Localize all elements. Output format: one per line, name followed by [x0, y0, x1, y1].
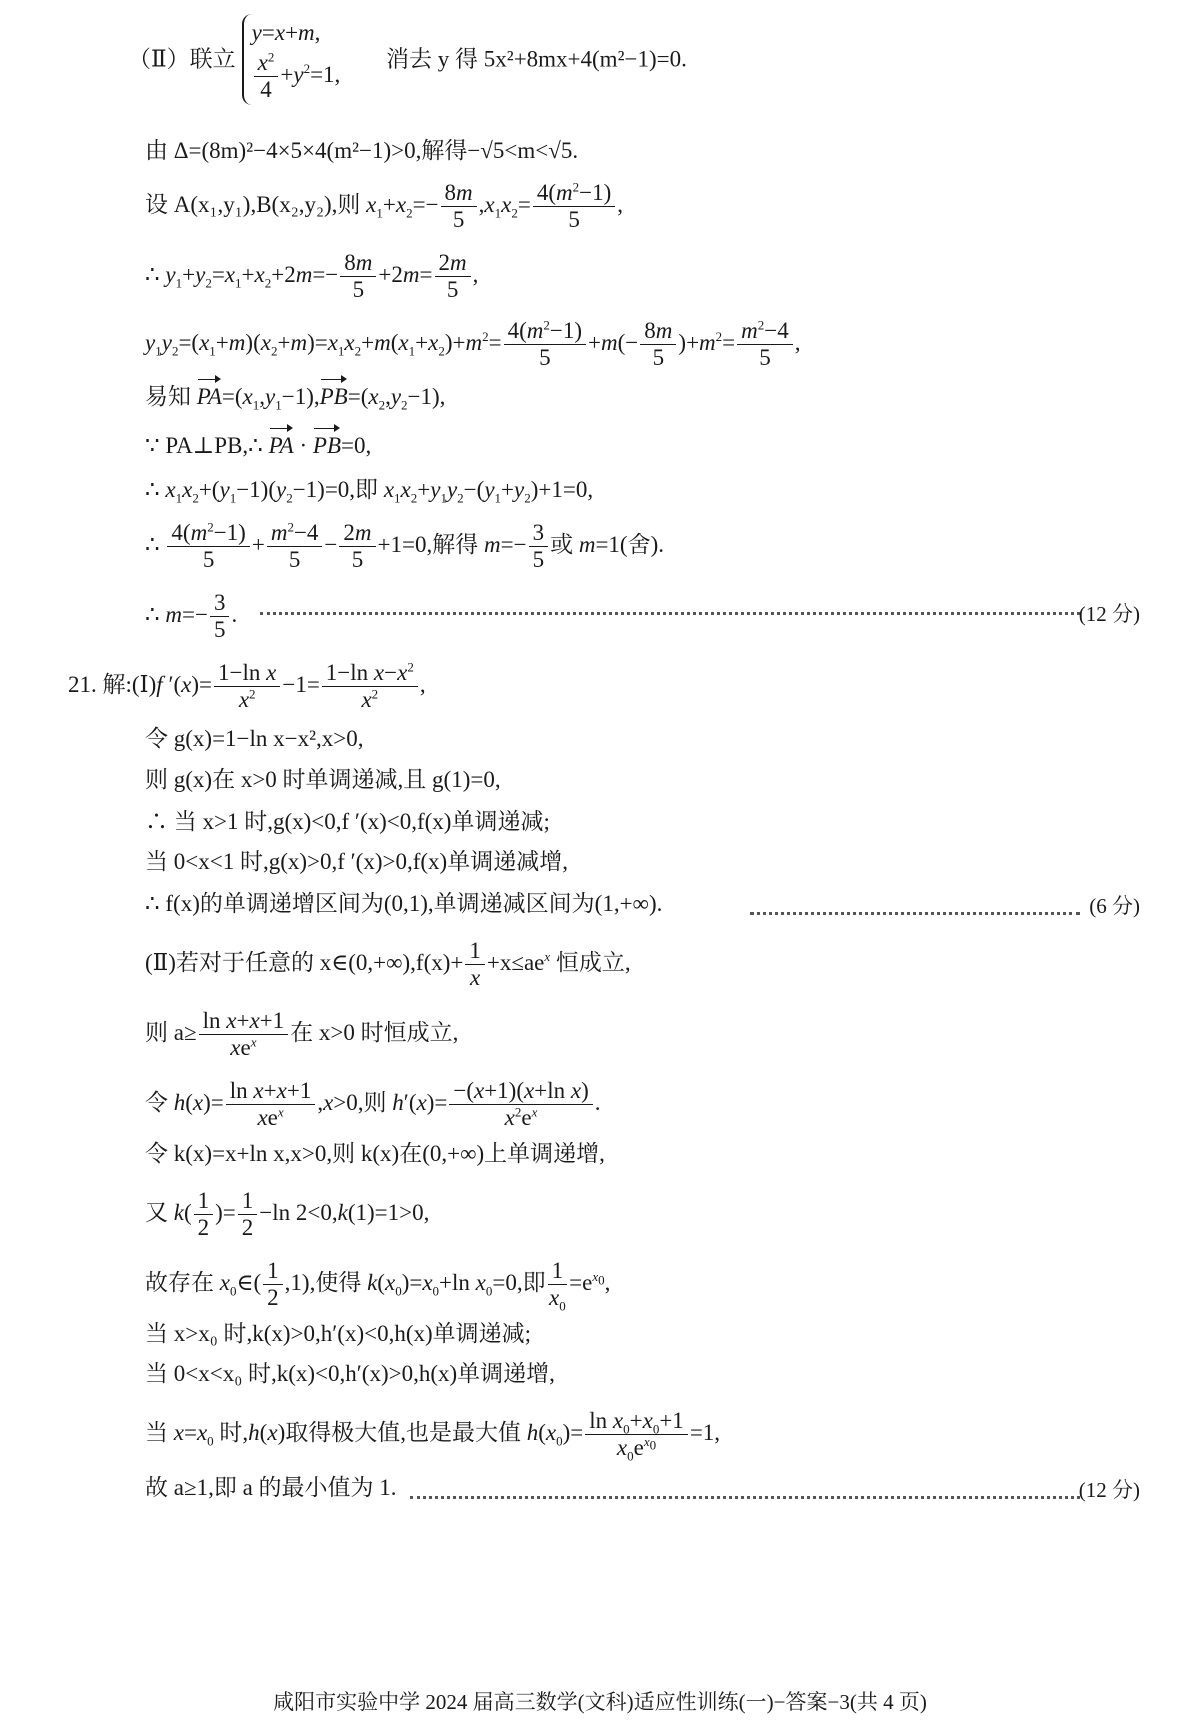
- problem-21-line: 21. 解:(Ⅰ)f ′(x)= $\frac{\text{1−ln x}}{x^2}$ −1= $\frac{1-\ln x-x^2}{x^2}$ ,: [68, 659, 426, 712]
- text-line: 令 k(x)=x+ln x,x>0,则 k(x)在(0,+∞)上单调递增,: [145, 1141, 605, 1166]
- equation-system: y=x+m, $\frac{x^2}{4}$ $+y^2=1$,: [242, 14, 341, 105]
- eliminate-text: 消去 y 得 5x²+8mx+4(m²−1)=0.: [386, 46, 687, 72]
- score-label: (6 分): [1089, 894, 1140, 918]
- dot-leader: [260, 612, 1080, 615]
- text-line: 当 x>x₀ 时,k(x)>0,h′(x)<0,h(x)单调递减;: [145, 1321, 532, 1346]
- max-value-line: 当 $x=x_0$ 时,h(x)取得极大值,也是最大值 $h(x_0)=$ $\frac{\ln x_0+x_0+1}{x_0e^{x_0}}$ =1,: [145, 1408, 721, 1464]
- part-label: （Ⅱ）联立: [128, 46, 236, 72]
- text-line: 故 a≥1,即 a 的最小值为 1.: [145, 1475, 397, 1500]
- k-values-line: 又 k( $\frac{1}{2}$ )= $\frac{1}{2}$ −ln 2<0,k(1)=1>0,: [145, 1188, 430, 1240]
- vectors-line: 易知 $PA=(x_1,y_1-1),PB=(x_2,y_2-1)$,: [145, 384, 446, 413]
- text-line: 当 0<x<1 时,g(x)>0,f ′(x)>0,f(x)单调递减增,: [145, 849, 568, 874]
- y-sum-line: ∴ $y_1+y_2=x_1+x_2+2m=-$ $\frac{8m}{5}$ +2m= $\frac{2m}{5}$ ,: [145, 250, 479, 302]
- dot-expand-line: ∴ $x_1x_2+(y_1-1)(y_2-1)=0$,即 $x_1x_2+y_1y_2-(y_1+y_2)+1=0$,: [145, 477, 594, 506]
- solve-m-line: ∴ $\frac{4(m^2-1)}{5}$ + $\frac{m^2-4}{5}$ − $\frac{2m}{5}$ +1=0,解得 m=− $\frac{3}{5}$ 或 m=1(舍).: [145, 519, 664, 572]
- text-line: ∴ 当 x>1 时,g(x)<0,f ′(x)<0,f(x)单调递减;: [145, 809, 550, 834]
- system-line: [128, 14, 1140, 105]
- page-footer: 咸阳市实验中学 2024 届高三数学(文科)适应性训练(一)−答案−3(共 4 页): [273, 1690, 927, 1714]
- y-product-line: $y_1y_2=(x_1+m)(x_2+m)=x_1x_2+m(x_1+x_2)+m^2=$ $\frac{4(m^2-1)}{5}$ +m(− $\frac{8m}{5}$ )$+m^2=$ $\frac{m^2-4}{5}$ ,: [145, 317, 801, 370]
- score-label: (12 分): [1078, 602, 1140, 626]
- text-line: 令 g(x)=1−ln x−x²,x>0,: [145, 726, 364, 751]
- h-define-line: 令 h(x)= $\frac{\text{ln x+x+1}}{xe^x}$ ,x>0,则 h′(x)= $\frac{\text{−(x+1)(x+ln x)}}{x^2e^x}$ .: [145, 1078, 601, 1130]
- text-line: 当 0<x<x₀ 时,k(x)<0,h′(x)>0,h(x)单调递增,: [145, 1361, 555, 1386]
- dot-leader: [750, 912, 1080, 915]
- m-result-line: ∴ m=− $\frac{3}{5}$ .: [145, 590, 238, 642]
- vieta-line: 设 A(x₁,y₁),B(x₂,y₂),则 $x_1+x_2=-$ $\frac{8m}{5}$ $,x_1x_2=$ $\frac{4(m^2-1)}{5}$ ,: [145, 179, 624, 232]
- part2-condition-line: (Ⅱ)若对于任意的 x∈(0,+∞),f(x)+ $\frac{1}{x}$ $+x\le ae^x$ 恒成立,: [145, 938, 631, 990]
- score-label: (12 分): [1078, 1478, 1140, 1502]
- discriminant-line: 由 Δ=(8m)²−4×5×4(m²−1)>0,解得−√5<m<√5.: [145, 138, 579, 163]
- problem-21-label: 21. 解:: [68, 671, 132, 697]
- x0-exist-line: 故存在 $x_0\in$( $\frac{1}{2}$ ,1),使得 $k(x_0)=x_0+\ln$ $x_0=0$,即 $\frac{1}{x_0}$ $=e^{x_0}$,: [145, 1258, 611, 1314]
- text-line: 则 g(x)在 x>0 时单调递减,且 g(1)=0,: [145, 767, 501, 792]
- dot-leader: [410, 1496, 1080, 1499]
- text-line: ∴ f(x)的单调递增区间为(0,1),单调递减区间为(1,+∞).: [145, 891, 663, 916]
- a-bound-line: 则 a≥ $\frac{\text{ln x+x+1}}{xe^x}$ 在 x>0 时恒成立,: [145, 1008, 459, 1060]
- perp-line: ∵ PA⊥PB,∴ PA · PB=0,: [145, 433, 372, 458]
